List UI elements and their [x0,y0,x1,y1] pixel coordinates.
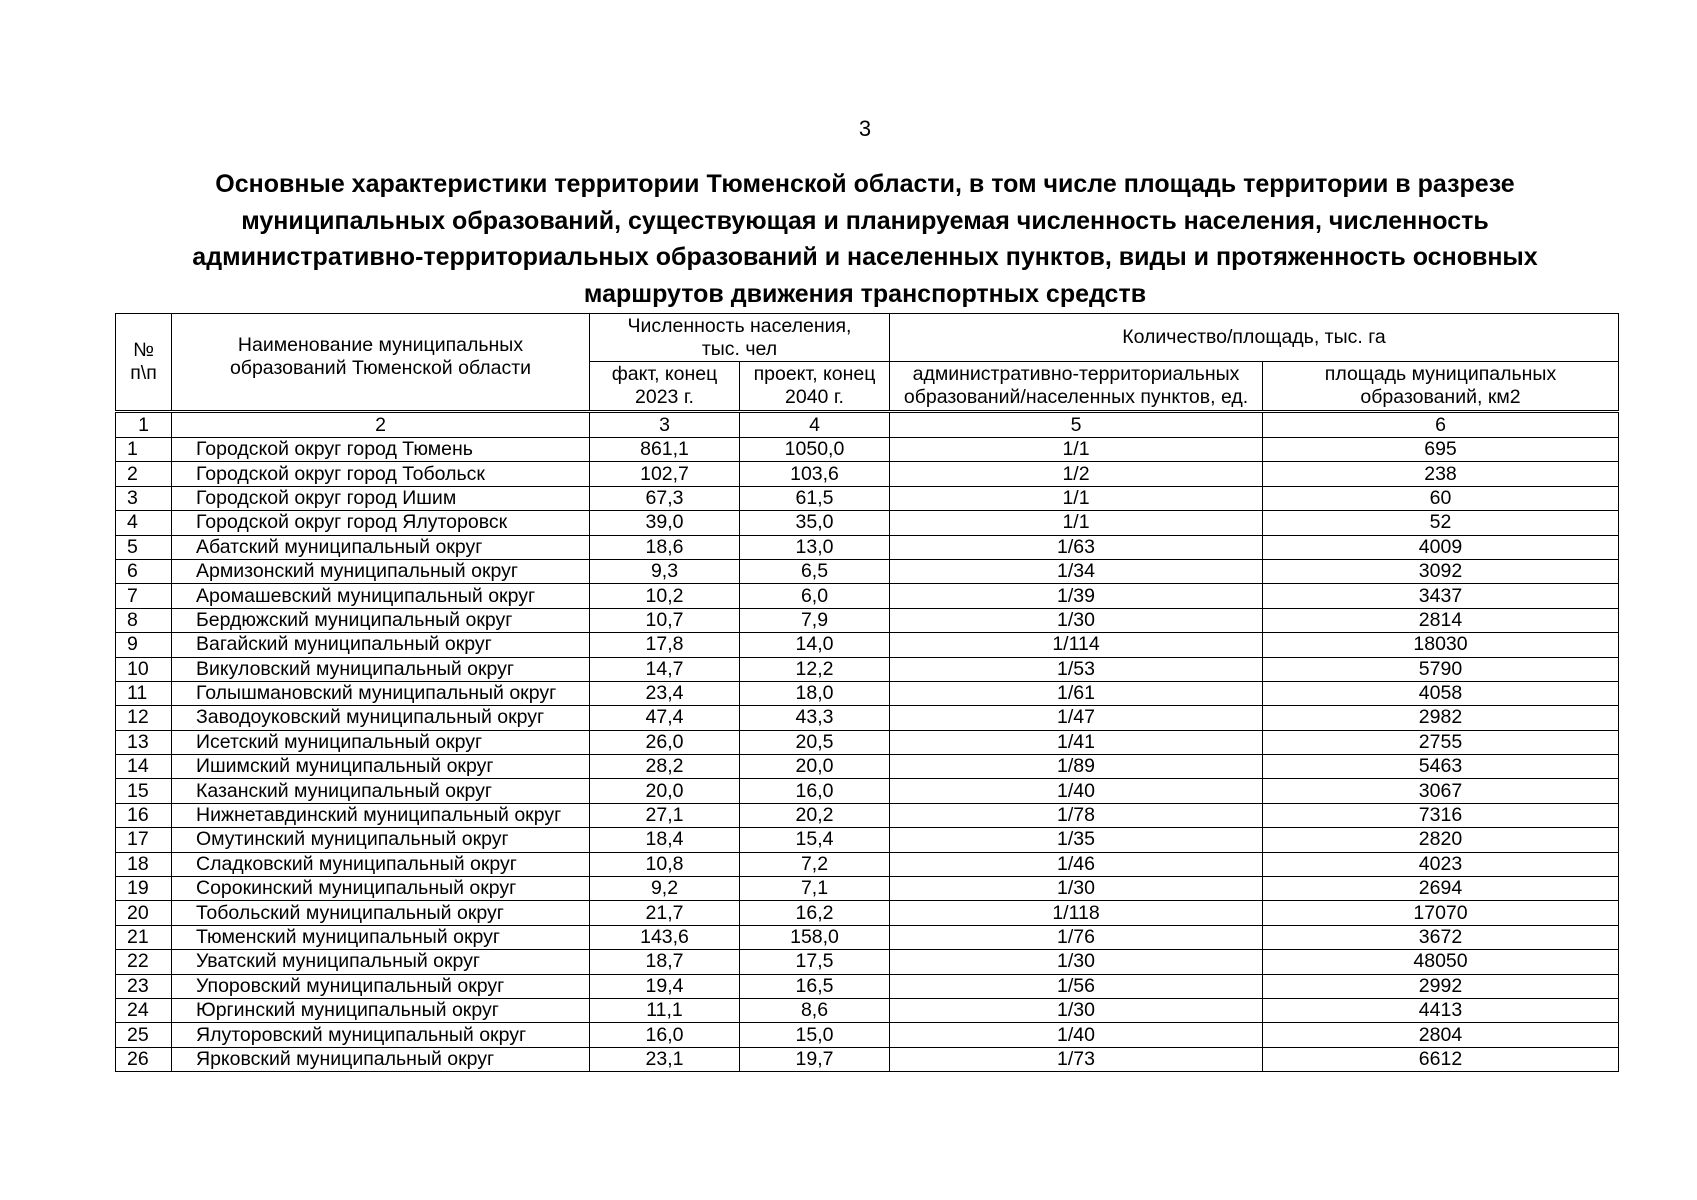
population-project: 16,0 [740,779,890,803]
page-number: 3 [858,116,872,141]
table-row [116,1023,1619,1047]
municipality-name: Сорокинский муниципальный округ [172,877,590,901]
column-number: 1 [116,412,172,438]
admin-units-count: 1/118 [890,901,1263,925]
population-fact: 143,6 [590,925,740,949]
municipality-name: Юргинский муниципальный округ [172,998,590,1022]
column-number: 6 [1263,412,1619,438]
municipality-name: Нижнетавдинский муниципальный округ [172,803,590,827]
area-km2: 17070 [1263,901,1619,925]
table-row [116,608,1619,632]
table-row [116,950,1619,974]
column-number: 2 [172,412,590,438]
admin-units-count: 1/40 [890,1023,1263,1047]
population-project: 13,0 [740,535,890,559]
area-km2: 5790 [1263,657,1619,681]
population-fact: 17,8 [590,633,740,657]
area-km2: 4023 [1263,852,1619,876]
admin-units-count: 1/114 [890,633,1263,657]
population-fact: 28,2 [590,755,740,779]
table-row [116,584,1619,608]
admin-units-count: 1/1 [890,511,1263,535]
header-population-group: Численность населения, тыс. чел [590,314,890,362]
row-number: 7 [116,584,172,608]
table-row [116,730,1619,754]
area-km2: 4058 [1263,681,1619,705]
admin-units-count: 1/56 [890,974,1263,998]
column-number: 5 [890,412,1263,438]
population-fact: 10,2 [590,584,740,608]
population-project: 1050,0 [740,438,890,462]
population-fact: 23,1 [590,1047,740,1071]
area-km2: 6612 [1263,1047,1619,1071]
population-fact: 23,4 [590,681,740,705]
table-row [116,998,1619,1022]
admin-units-count: 1/35 [890,828,1263,852]
row-number: 25 [116,1023,172,1047]
area-km2: 5463 [1263,755,1619,779]
row-number: 16 [116,803,172,827]
area-km2: 2814 [1263,608,1619,632]
area-km2: 48050 [1263,950,1619,974]
population-fact: 39,0 [590,511,740,535]
area-km2: 2804 [1263,1023,1619,1047]
population-fact: 18,6 [590,535,740,559]
row-number: 14 [116,755,172,779]
population-project: 20,2 [740,803,890,827]
admin-units-count: 1/2 [890,462,1263,486]
population-project: 7,1 [740,877,890,901]
population-project: 12,2 [740,657,890,681]
row-number: 2 [116,462,172,486]
table-row [116,486,1619,510]
admin-units-count: 1/34 [890,559,1263,583]
row-number: 9 [116,633,172,657]
table-row [116,633,1619,657]
population-fact: 102,7 [590,462,740,486]
header-fact: факт, конец 2023 г. [590,362,740,412]
admin-units-count: 1/78 [890,803,1263,827]
row-number: 19 [116,877,172,901]
population-fact: 14,7 [590,657,740,681]
admin-units-count: 1/76 [890,925,1263,949]
population-project: 15,4 [740,828,890,852]
header-num: № п\п [116,314,172,412]
area-km2: 18030 [1263,633,1619,657]
admin-units-count: 1/53 [890,657,1263,681]
population-project: 18,0 [740,681,890,705]
municipality-name: Омутинский муниципальный округ [172,828,590,852]
row-number: 26 [116,1047,172,1071]
column-number-row [116,412,1619,438]
table-row [116,974,1619,998]
table-row [116,1047,1619,1071]
municipality-name: Исетский муниципальный округ [172,730,590,754]
table-row [116,681,1619,705]
area-km2: 2755 [1263,730,1619,754]
population-project: 17,5 [740,950,890,974]
row-number: 17 [116,828,172,852]
header-name: Наименование муниципальных образований Тюменской области [172,314,590,412]
table-header [116,314,1619,438]
municipality-name: Городской округ город Ялуторовск [172,511,590,535]
admin-units-count: 1/30 [890,998,1263,1022]
area-km2: 3067 [1263,779,1619,803]
row-number: 24 [116,998,172,1022]
admin-units-count: 1/73 [890,1047,1263,1071]
population-project: 20,5 [740,730,890,754]
area-km2: 2992 [1263,974,1619,998]
municipality-name: Тобольский муниципальный округ [172,901,590,925]
table-row [116,877,1619,901]
municipality-name: Городской округ город Ишим [172,486,590,510]
population-fact: 67,3 [590,486,740,510]
table-row [116,535,1619,559]
admin-units-count: 1/39 [890,584,1263,608]
header-project: проект, конец 2040 г. [740,362,890,412]
table-row [116,438,1619,462]
admin-units-count: 1/40 [890,779,1263,803]
area-km2: 7316 [1263,803,1619,827]
municipality-name: Городской округ город Тюмень [172,438,590,462]
row-number: 13 [116,730,172,754]
population-project: 16,5 [740,974,890,998]
table-row [116,803,1619,827]
population-project: 6,5 [740,559,890,583]
area-km2: 2982 [1263,706,1619,730]
population-project: 103,6 [740,462,890,486]
column-number: 4 [740,412,890,438]
population-project: 7,2 [740,852,890,876]
area-km2: 2694 [1263,877,1619,901]
admin-units-count: 1/63 [890,535,1263,559]
table-row [116,657,1619,681]
municipality-name: Уватский муниципальный округ [172,950,590,974]
column-number: 3 [590,412,740,438]
population-project: 35,0 [740,511,890,535]
municipality-name: Абатский муниципальный округ [172,535,590,559]
table-body [116,438,1619,1072]
municipality-name: Казанский муниципальный округ [172,779,590,803]
document-title: Основные характеристики территории Тюменской области, в том числе площадь территории в разрезе муниципальных образований, существующая и планируемая численность населения, численность административно-территориальных образований и населенных пунктов, виды и протяженность основных маршрутов движения транспортных средств [192,170,1538,308]
municipal-characteristics-table [115,313,1619,1072]
population-fact: 20,0 [590,779,740,803]
row-number: 4 [116,511,172,535]
population-project: 20,0 [740,755,890,779]
header-admin-units: административно-территориальных образований/населенных пунктов, ед. [890,362,1263,412]
area-km2: 4413 [1263,998,1619,1022]
population-fact: 26,0 [590,730,740,754]
table-row [116,511,1619,535]
population-project: 8,6 [740,998,890,1022]
population-fact: 19,4 [590,974,740,998]
admin-units-count: 1/89 [890,755,1263,779]
population-project: 158,0 [740,925,890,949]
row-number: 5 [116,535,172,559]
area-km2: 3437 [1263,584,1619,608]
population-fact: 47,4 [590,706,740,730]
area-km2: 52 [1263,511,1619,535]
municipality-name: Вагайский муниципальный округ [172,633,590,657]
municipality-name: Ялуторовский муниципальный округ [172,1023,590,1047]
area-km2: 60 [1263,486,1619,510]
population-fact: 27,1 [590,803,740,827]
population-project: 16,2 [740,901,890,925]
population-fact: 18,7 [590,950,740,974]
header-area-km2: площадь муниципальных образований, км2 [1263,362,1619,412]
admin-units-count: 1/41 [890,730,1263,754]
row-number: 22 [116,950,172,974]
area-km2: 3092 [1263,559,1619,583]
admin-units-count: 1/61 [890,681,1263,705]
population-fact: 861,1 [590,438,740,462]
row-number: 3 [116,486,172,510]
table-row [116,852,1619,876]
population-fact: 9,2 [590,877,740,901]
admin-units-count: 1/30 [890,950,1263,974]
admin-units-count: 1/30 [890,877,1263,901]
municipality-name: Аромашевский муниципальный округ [172,584,590,608]
municipality-name: Тюменский муниципальный округ [172,925,590,949]
row-number: 15 [116,779,172,803]
table-row [116,901,1619,925]
municipality-name: Заводоуковский муниципальный округ [172,706,590,730]
admin-units-count: 1/1 [890,438,1263,462]
table-row [116,925,1619,949]
row-number: 18 [116,852,172,876]
table-row [116,755,1619,779]
population-fact: 18,4 [590,828,740,852]
admin-units-count: 1/46 [890,852,1263,876]
population-project: 61,5 [740,486,890,510]
population-project: 19,7 [740,1047,890,1071]
population-fact: 21,7 [590,901,740,925]
row-number: 23 [116,974,172,998]
population-fact: 16,0 [590,1023,740,1047]
admin-units-count: 1/1 [890,486,1263,510]
row-number: 20 [116,901,172,925]
municipality-name: Сладковский муниципальный округ [172,852,590,876]
municipality-name: Армизонский муниципальный округ [172,559,590,583]
table-row [116,462,1619,486]
table-row [116,828,1619,852]
row-number: 21 [116,925,172,949]
population-fact: 11,1 [590,998,740,1022]
area-km2: 2820 [1263,828,1619,852]
table-row [116,559,1619,583]
municipality-name: Викуловский муниципальный округ [172,657,590,681]
population-project: 6,0 [740,584,890,608]
population-project: 43,3 [740,706,890,730]
row-number: 8 [116,608,172,632]
population-project: 7,9 [740,608,890,632]
row-number: 12 [116,706,172,730]
admin-units-count: 1/47 [890,706,1263,730]
area-km2: 4009 [1263,535,1619,559]
row-number: 10 [116,657,172,681]
population-fact: 9,3 [590,559,740,583]
municipality-name: Упоровский муниципальный округ [172,974,590,998]
municipality-name: Голышмановский муниципальный округ [172,681,590,705]
table-row [116,779,1619,803]
municipality-name: Бердюжский муниципальный округ [172,608,590,632]
area-km2: 695 [1263,438,1619,462]
header-area-group: Количество/площадь, тыс. га [890,314,1619,362]
population-fact: 10,8 [590,852,740,876]
population-project: 15,0 [740,1023,890,1047]
population-project: 14,0 [740,633,890,657]
table-row [116,706,1619,730]
row-number: 1 [116,438,172,462]
area-km2: 3672 [1263,925,1619,949]
municipality-name: Ярковский муниципальный округ [172,1047,590,1071]
row-number: 6 [116,559,172,583]
row-number: 11 [116,681,172,705]
municipality-name: Ишимский муниципальный округ [172,755,590,779]
area-km2: 238 [1263,462,1619,486]
municipality-name: Городской округ город Тобольск [172,462,590,486]
population-fact: 10,7 [590,608,740,632]
admin-units-count: 1/30 [890,608,1263,632]
